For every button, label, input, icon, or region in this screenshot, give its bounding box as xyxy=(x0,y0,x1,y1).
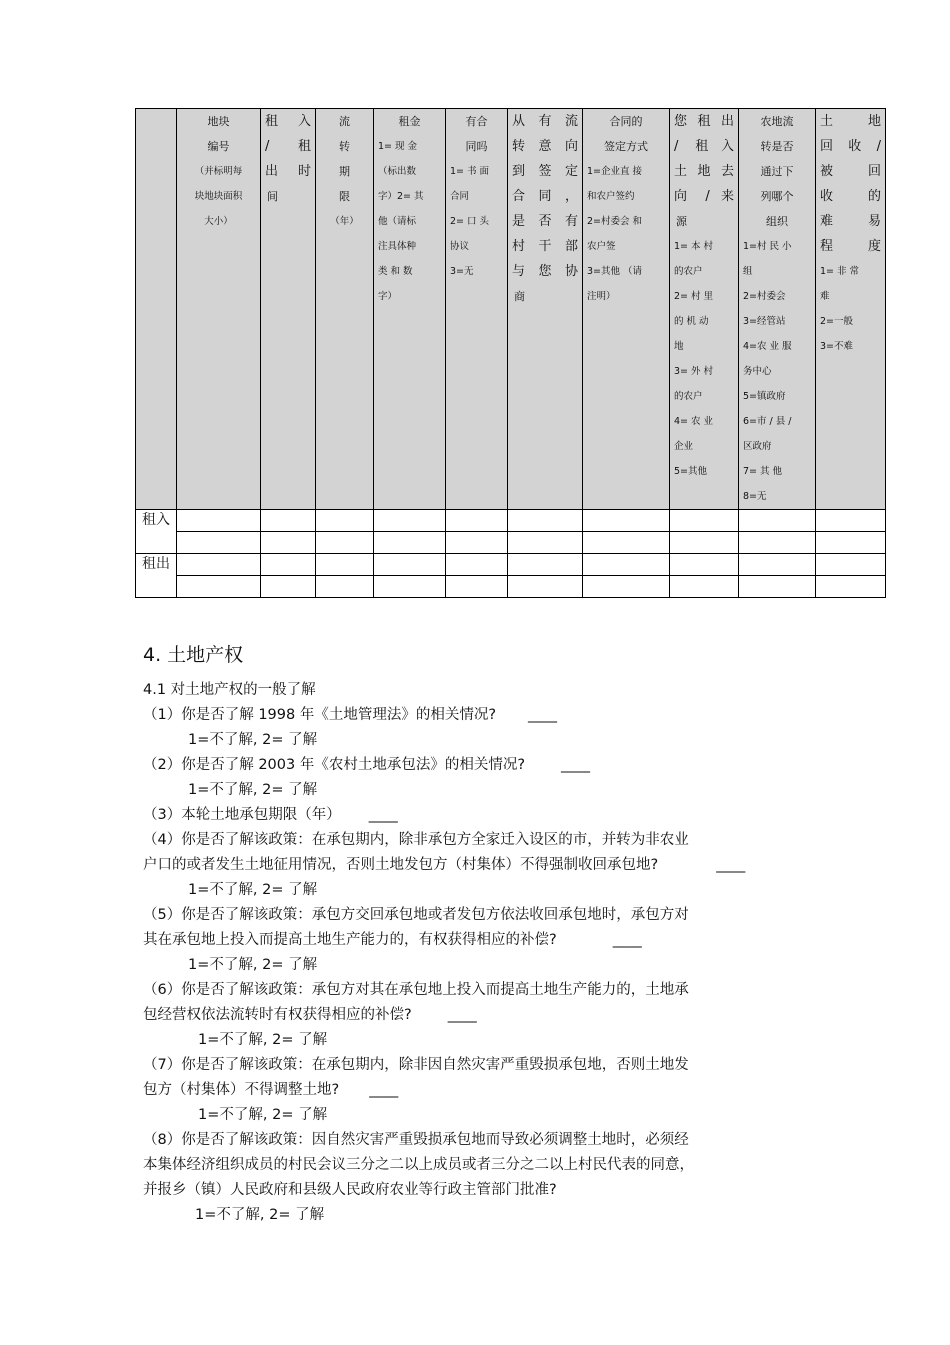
header-text: 土 地 xyxy=(820,114,881,129)
header-text: 期 xyxy=(339,165,350,178)
header-note: 3=无 xyxy=(450,266,474,277)
table-cell[interactable] xyxy=(583,510,670,532)
table-row-rent-in-1 xyxy=(136,510,886,532)
header-note: 1= 现 金 xyxy=(378,141,418,152)
header-text: 签定方式 xyxy=(604,140,648,153)
header-note: 块地块面积 xyxy=(194,191,243,202)
header-text: 通过下 xyxy=(760,165,794,178)
answer-blank[interactable]: ____ xyxy=(716,857,746,873)
table-row-rent-out-2 xyxy=(136,576,886,598)
header-text: 合同， xyxy=(512,189,578,204)
table-cell[interactable] xyxy=(670,554,739,576)
question-4-line-1: （4）你是否了解该政策：在承包期内，除非承包方全家迁入设区的市，并转为非农业 xyxy=(143,832,689,848)
answer-blank[interactable]: ____ xyxy=(368,807,398,823)
header-text: 到签定 xyxy=(512,164,578,179)
question-3 xyxy=(143,803,823,828)
header-text: 回 收 / xyxy=(820,139,881,154)
answer-blank[interactable]: ____ xyxy=(612,932,642,948)
header-term xyxy=(316,109,374,510)
header-text: 商 xyxy=(514,290,525,303)
header-text: / 租 xyxy=(265,139,311,154)
table-cell[interactable] xyxy=(374,510,446,532)
header-time xyxy=(261,109,316,510)
header-text: 限 xyxy=(339,190,350,203)
answer-blank[interactable]: ____ xyxy=(447,1007,477,1023)
header-text: 您租出 xyxy=(674,114,734,129)
table-cell[interactable] xyxy=(316,532,374,554)
header-text: 被 回 xyxy=(820,164,881,179)
table-cell[interactable] xyxy=(177,532,261,554)
table-cell[interactable] xyxy=(261,532,316,554)
header-note: 字）2= 其 xyxy=(378,191,424,202)
table-cell[interactable] xyxy=(261,576,316,598)
question-text: （3）本轮土地承包期限（年） xyxy=(143,807,341,823)
subsection-title: 4.1 对土地产权的一般了解 xyxy=(143,682,316,698)
header-note: （并标明每 xyxy=(194,166,243,177)
header-rent xyxy=(374,109,446,510)
header-note: 字） xyxy=(378,291,398,302)
header-text: 程 度 xyxy=(820,239,881,254)
header-contract xyxy=(446,109,508,510)
header-text: 组织 xyxy=(766,215,788,228)
row-label-rent-out: 租出 xyxy=(136,554,177,598)
answer-blank[interactable]: ____ xyxy=(528,707,558,723)
answer-options: 1=不了解, 2= 了解 xyxy=(188,882,318,898)
header-note: 1=村 民 小 xyxy=(743,241,792,252)
header-plot xyxy=(177,109,261,510)
header-note: 地 xyxy=(674,341,684,352)
header-recovery xyxy=(816,109,886,510)
header-note: 2=村委会 和 xyxy=(587,216,643,227)
header-text: 转是否 xyxy=(760,140,794,153)
header-text: / 租入 xyxy=(674,139,734,154)
question-text: （1）你是否了解 1998 年《土地管理法》的相关情况? xyxy=(143,707,497,723)
question-8-line-2: 本集体经济组织成员的村民会议三分之二以上成员或者三分之二以上村民代表的同意， xyxy=(143,1157,694,1173)
header-note: 3=经管站 xyxy=(743,316,786,327)
header-note: 3=其他 （请 xyxy=(587,266,643,277)
header-note: 农户签 xyxy=(587,241,616,252)
header-text: 转意向 xyxy=(512,139,578,154)
table-cell[interactable] xyxy=(316,510,374,532)
table-cell[interactable] xyxy=(739,576,816,598)
table-cell[interactable] xyxy=(739,532,816,554)
header-text: 农地流 xyxy=(760,115,794,128)
header-note: 8=无 xyxy=(743,491,767,502)
header-note: 企业 xyxy=(674,441,694,452)
header-note: 2=一般 xyxy=(820,316,854,327)
table-cell[interactable] xyxy=(446,554,508,576)
header-note: 区政府 xyxy=(743,441,772,452)
table-cell[interactable] xyxy=(177,510,261,532)
table-cell[interactable] xyxy=(446,576,508,598)
table-cell[interactable] xyxy=(670,510,739,532)
table-cell[interactable] xyxy=(816,576,886,598)
table-cell[interactable] xyxy=(670,532,739,554)
table-cell[interactable] xyxy=(177,554,261,576)
header-note: 大小） xyxy=(204,216,233,227)
header-note: 6=市 / 县 / xyxy=(743,416,792,427)
answer-options: 1=不了解, 2= 了解 xyxy=(188,732,318,748)
table-cell[interactable] xyxy=(583,554,670,576)
table-cell[interactable] xyxy=(739,510,816,532)
answer-options: 1=不了解, 2= 了解 xyxy=(198,1107,328,1123)
header-note: 1=企业直 接 xyxy=(587,166,643,177)
header-text: 难 易 xyxy=(820,214,881,229)
header-text: 列哪个 xyxy=(760,190,794,203)
header-sign-method xyxy=(583,109,670,510)
header-note: 务中心 xyxy=(743,366,772,377)
header-text: 是否有 xyxy=(512,214,578,229)
header-text: 有合 xyxy=(465,115,488,128)
header-note: 1= 书 面 xyxy=(450,166,490,177)
table-cell[interactable] xyxy=(374,576,446,598)
header-text: 收 的 xyxy=(820,189,881,204)
table-cell[interactable] xyxy=(739,554,816,576)
table-cell[interactable] xyxy=(508,576,583,598)
header-note: 类 和 数 xyxy=(378,266,413,277)
header-note: （标出数 xyxy=(378,166,417,177)
header-note: 3=不难 xyxy=(820,341,854,352)
header-text: 源 xyxy=(676,215,687,228)
table-cell[interactable] xyxy=(177,576,261,598)
header-note: 注具体种 xyxy=(378,241,417,252)
table-cell[interactable] xyxy=(583,532,670,554)
row-label-rent-in: 租入 xyxy=(136,510,177,554)
question-5-line-2 xyxy=(143,928,823,953)
header-note: 1= 本 村 xyxy=(674,241,714,252)
header-text: 租 入 xyxy=(265,114,311,129)
answer-options: 1=不了解, 2= 了解 xyxy=(195,1207,325,1223)
question-1 xyxy=(143,703,823,728)
question-text: 户口的或者发生土地征用情况，否则土地发包方（村集体）不得强制收回承包地? xyxy=(143,857,659,873)
header-note: 4= 农 业 xyxy=(674,416,714,427)
answer-options: 1=不了解, 2= 了解 xyxy=(198,1032,328,1048)
header-note: 注明） xyxy=(587,291,616,302)
header-organization xyxy=(739,109,816,510)
answer-options: 1=不了解, 2= 了解 xyxy=(188,957,318,973)
header-text: 同吗 xyxy=(465,140,488,153)
table-cell[interactable] xyxy=(670,576,739,598)
header-note: 组 xyxy=(743,266,753,277)
table-row-rent-in-2 xyxy=(136,532,886,554)
header-note: 协议 xyxy=(450,241,470,252)
question-6-line-1: （6）你是否了解该政策：承包方对其在承包地上投入而提高土地生产能力的，土地承 xyxy=(143,982,689,998)
table-cell[interactable] xyxy=(816,554,886,576)
table-cell[interactable] xyxy=(374,532,446,554)
question-7-line-2 xyxy=(143,1078,823,1103)
table-header-row xyxy=(136,109,886,510)
header-note: 2=村委会 xyxy=(743,291,786,302)
header-note: 合同 xyxy=(450,191,470,202)
table-cell[interactable] xyxy=(261,510,316,532)
answer-options: 1=不了解, 2= 了解 xyxy=(188,782,318,798)
header-note: 3= 外 村 xyxy=(674,366,714,377)
header-village-cadre xyxy=(508,109,583,510)
table-cell[interactable] xyxy=(816,510,886,532)
table-cell[interactable] xyxy=(508,510,583,532)
question-text: 包方（村集体）不得调整土地? xyxy=(143,1082,340,1098)
header-text: 从有流 xyxy=(512,114,578,129)
land-transfer-table xyxy=(135,108,886,598)
header-note: （年） xyxy=(330,216,359,227)
header-text: 土地去 xyxy=(674,164,734,179)
questionnaire-body xyxy=(143,678,823,1228)
header-text: 租金 xyxy=(398,115,421,128)
header-note: 1= 非 常 xyxy=(820,266,860,277)
question-text: （2）你是否了解 2003 年《农村土地承包法》的相关情况? xyxy=(143,757,526,773)
table-cell[interactable] xyxy=(816,532,886,554)
table-row-rent-out-1 xyxy=(136,554,886,576)
header-text: 合同的 xyxy=(609,115,643,128)
header-text: 与您协 xyxy=(512,264,578,279)
question-text: 其在承包地上投入而提高土地生产能力的，有权获得相应的补偿? xyxy=(143,932,557,948)
table-cell[interactable] xyxy=(583,576,670,598)
question-6-line-2 xyxy=(143,1003,823,1028)
answer-blank[interactable]: ____ xyxy=(369,1082,399,1098)
question-8-line-1: （8）你是否了解该政策：因自然灾害严重毁损承包地而导致必须调整土地时，必须经 xyxy=(143,1132,689,1148)
header-text: 编号 xyxy=(207,140,230,153)
question-text: 包经营权依法流转时有权获得相应的补偿? xyxy=(143,1007,412,1023)
table-cell[interactable] xyxy=(508,554,583,576)
header-destination xyxy=(670,109,739,510)
question-2 xyxy=(143,753,823,778)
header-text: 出 时 xyxy=(265,164,311,179)
table-cell[interactable] xyxy=(508,532,583,554)
question-8-line-3: 并报乡（镇）人民政府和县级人民政府农业等行政主管部门批准? xyxy=(143,1182,557,1198)
header-text: 间 xyxy=(267,190,278,203)
header-note: 难 xyxy=(820,291,830,302)
question-4-line-2 xyxy=(143,853,823,878)
header-note: 4=农 业 服 xyxy=(743,341,792,352)
header-text: 流 xyxy=(339,115,350,128)
header-note: 他（请标 xyxy=(378,216,417,227)
section-title: 4. 土地产权 xyxy=(143,644,244,666)
answer-blank[interactable]: ____ xyxy=(561,757,591,773)
table-cell[interactable] xyxy=(316,576,374,598)
header-note: 和农户签约 xyxy=(587,191,635,202)
header-note: 的农户 xyxy=(674,266,703,277)
question-7-line-1: （7）你是否了解该政策：在承包期内，除非因自然灾害严重毁损承包地，否则土地发 xyxy=(143,1057,689,1073)
header-note: 2= 村 里 xyxy=(674,291,714,302)
table-cell[interactable] xyxy=(261,554,316,576)
header-text: 向 / 来 xyxy=(674,189,734,204)
header-note: 5=镇政府 xyxy=(743,391,786,402)
question-5-line-1: （5）你是否了解该政策：承包方交回承包地或者发包方依法收回承包地时，承包方对 xyxy=(143,907,689,923)
header-text: 地块 xyxy=(207,115,230,128)
header-note: 的 机 动 xyxy=(674,316,709,327)
header-text: 转 xyxy=(339,140,350,153)
header-note: 的农户 xyxy=(674,391,703,402)
header-text: 村干部 xyxy=(512,239,578,254)
table-cell[interactable] xyxy=(446,532,508,554)
table-cell[interactable] xyxy=(374,554,446,576)
table-cell[interactable] xyxy=(446,510,508,532)
corner-cell xyxy=(136,109,177,510)
header-note: 7= 其 他 xyxy=(743,466,783,477)
header-note: 2= 口 头 xyxy=(450,216,490,227)
table-cell[interactable] xyxy=(316,554,374,576)
header-note: 5=其他 xyxy=(674,466,708,477)
